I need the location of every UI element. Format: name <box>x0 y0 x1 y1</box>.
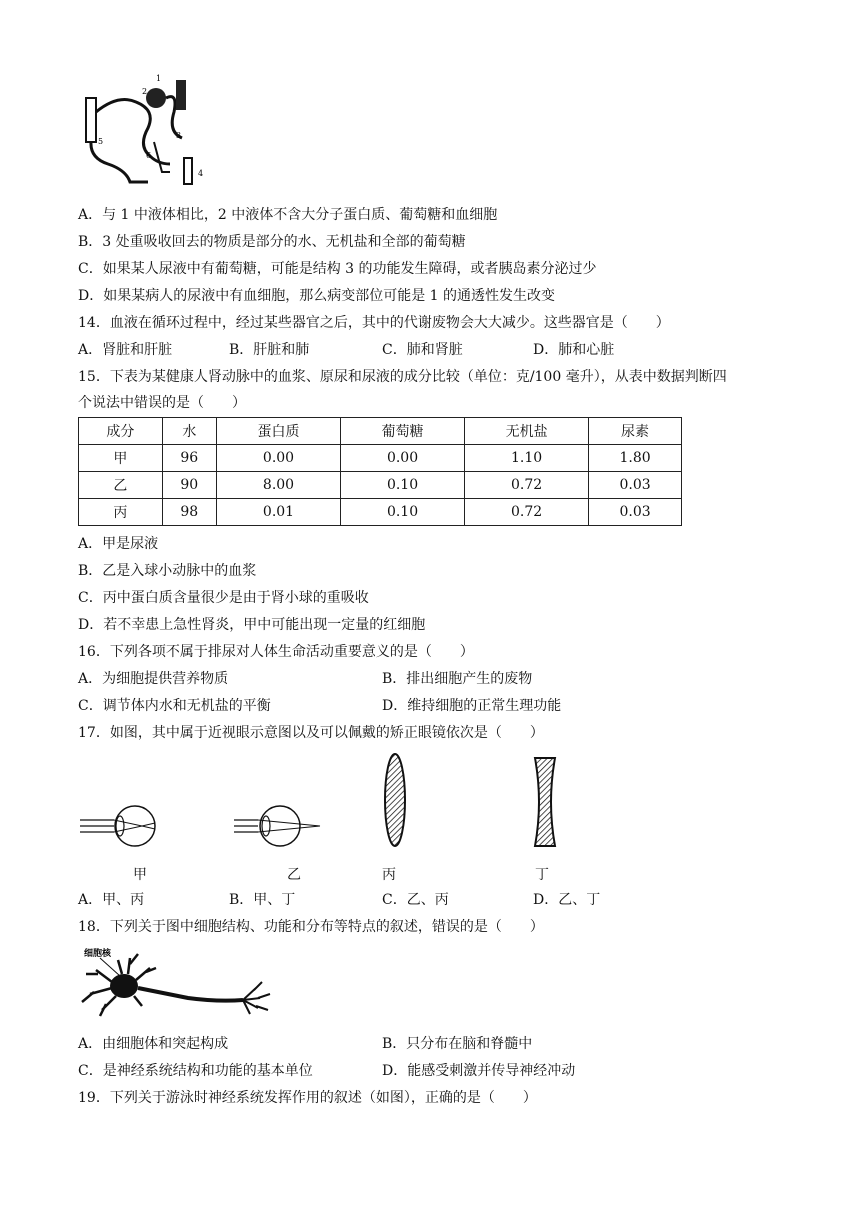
table-row <box>79 445 682 472</box>
table-header-cell: 无机盐 <box>465 418 589 445</box>
concave-lens <box>532 756 558 848</box>
nephron-label-6: 6 <box>146 151 152 160</box>
table-cell: 0.01 <box>216 499 340 526</box>
table-cell: 甲 <box>79 445 163 472</box>
q13-option-d: D．如果某病人的尿液中有血细胞，那么病变部位可能是 1 的通透性发生改变 <box>78 288 556 304</box>
q15-stem-1: 15．下表为某健康人肾动脉中的血浆、原尿和尿液的成分比较（单位：克/100 毫升），从表中数据判断四 <box>78 369 727 385</box>
table-cell: 8.00 <box>216 472 340 499</box>
table-cell: 1.80 <box>589 445 682 472</box>
q18-option-d: D．能感受刺激并传导神经冲动 <box>382 1063 576 1079</box>
table-cell: 0.72 <box>465 499 589 526</box>
q17-stem: 17．如图，其中属于近视眼示意图以及可以佩戴的矫正眼镜依次是（ ） <box>78 725 544 741</box>
q14-option-b: B．肝脏和肺 <box>229 342 310 358</box>
q14-option-a: A．肾脏和肝脏 <box>78 342 173 358</box>
table-cell: 0.03 <box>589 499 682 526</box>
table-cell: 0.10 <box>341 472 465 499</box>
q15-option-b: B．乙是入球小动脉中的血浆 <box>78 563 257 579</box>
q15-option-c: C．丙中蛋白质含量很少是由于肾小球的重吸收 <box>78 590 369 606</box>
q13-option-a: A．与 1 中液体相比，2 中液体不含大分子蛋白质、葡萄糖和血细胞 <box>78 207 498 223</box>
table-cell: 丙 <box>79 499 163 526</box>
q17-option-b: B．甲、丁 <box>229 892 296 908</box>
table-cell: 0.00 <box>216 445 340 472</box>
q16-option-b: B．排出细胞产生的废物 <box>382 671 533 687</box>
table-header-cell: 水 <box>162 418 216 445</box>
table-cell: 90 <box>162 472 216 499</box>
q17-option-c: C．乙、丙 <box>382 892 449 908</box>
table-cell: 96 <box>162 445 216 472</box>
q16-option-d: D．维持细胞的正常生理功能 <box>382 698 562 714</box>
eye-diagram-jia <box>80 804 170 848</box>
neuron-label: 细胞核 <box>84 949 112 959</box>
nephron-figure <box>78 72 210 190</box>
table-header-row <box>79 418 682 445</box>
q14-stem: 14．血液在循环过程中，经过某些器官之后，其中的代谢废物会大大减少。这些器官是（ ） <box>78 315 670 331</box>
q14-option-c: C．肺和肾脏 <box>382 342 463 358</box>
q15-option-a: A．甲是尿液 <box>78 536 159 552</box>
table-cell: 0.10 <box>341 499 465 526</box>
table-cell: 1.10 <box>465 445 589 472</box>
q15-option-d: D．若不幸患上急性肾炎，甲中可能出现一定量的红细胞 <box>78 617 426 633</box>
q13-option-b: B．3 处重吸收回去的物质是部分的水、无机盐和全部的葡萄糖 <box>78 234 466 250</box>
table-cell: 98 <box>162 499 216 526</box>
q16-stem: 16．下列各项不属于排尿对人体生命活动重要意义的是（ ） <box>78 644 474 660</box>
q18-stem: 18．下列关于图中细胞结构、功能和分布等特点的叙述，错误的是（ ） <box>78 919 544 935</box>
q16-option-a: A．为细胞提供营养物质 <box>78 671 229 687</box>
nephron-label-3: 3 <box>176 131 182 140</box>
table-cell: 0.03 <box>589 472 682 499</box>
caption-jia: 甲 <box>133 867 147 883</box>
table-header-cell: 成分 <box>79 418 163 445</box>
q19-stem: 19．下列关于游泳时神经系统发挥作用的叙述（如图），正确的是（ ） <box>78 1090 537 1106</box>
q15-stem-2: 个说法中错误的是（ ） <box>78 395 246 411</box>
caption-ding: 丁 <box>535 867 549 883</box>
caption-yi: 乙 <box>287 867 301 883</box>
q16-option-c: C．调节体内水和无机盐的平衡 <box>78 698 271 714</box>
nephron-label-4: 4 <box>198 169 204 178</box>
q18-option-c: C．是神经系统结构和功能的基本单位 <box>78 1063 313 1079</box>
q18-option-a: A．由细胞体和突起构成 <box>78 1036 229 1052</box>
nephron-label-1: 1 <box>156 74 162 83</box>
convex-lens <box>380 752 410 848</box>
nephron-label-2: 2 <box>142 87 148 96</box>
table-header-cell: 尿素 <box>589 418 682 445</box>
q18-option-b: B．只分布在脑和脊髓中 <box>382 1036 533 1052</box>
table-row <box>79 499 682 526</box>
table-cell: 0.72 <box>465 472 589 499</box>
neuron-figure <box>78 944 278 1020</box>
nephron-label-5: 5 <box>98 137 104 146</box>
table-header-cell: 蛋白质 <box>216 418 340 445</box>
eye-diagram-yi <box>234 804 324 848</box>
q14-option-d: D．肺和心脏 <box>533 342 615 358</box>
table-cell: 0.00 <box>341 445 465 472</box>
table-cell: 乙 <box>79 472 163 499</box>
composition-table <box>78 417 682 526</box>
q17-option-d: D．乙、丁 <box>533 892 601 908</box>
table-header-cell: 葡萄糖 <box>341 418 465 445</box>
caption-bing: 丙 <box>382 867 396 883</box>
table-row <box>79 472 682 499</box>
q17-option-a: A．甲、丙 <box>78 892 145 908</box>
q13-option-c: C．如果某人尿液中有葡萄糖，可能是结构 3 的功能发生障碍，或者胰岛素分泌过少 <box>78 261 597 277</box>
